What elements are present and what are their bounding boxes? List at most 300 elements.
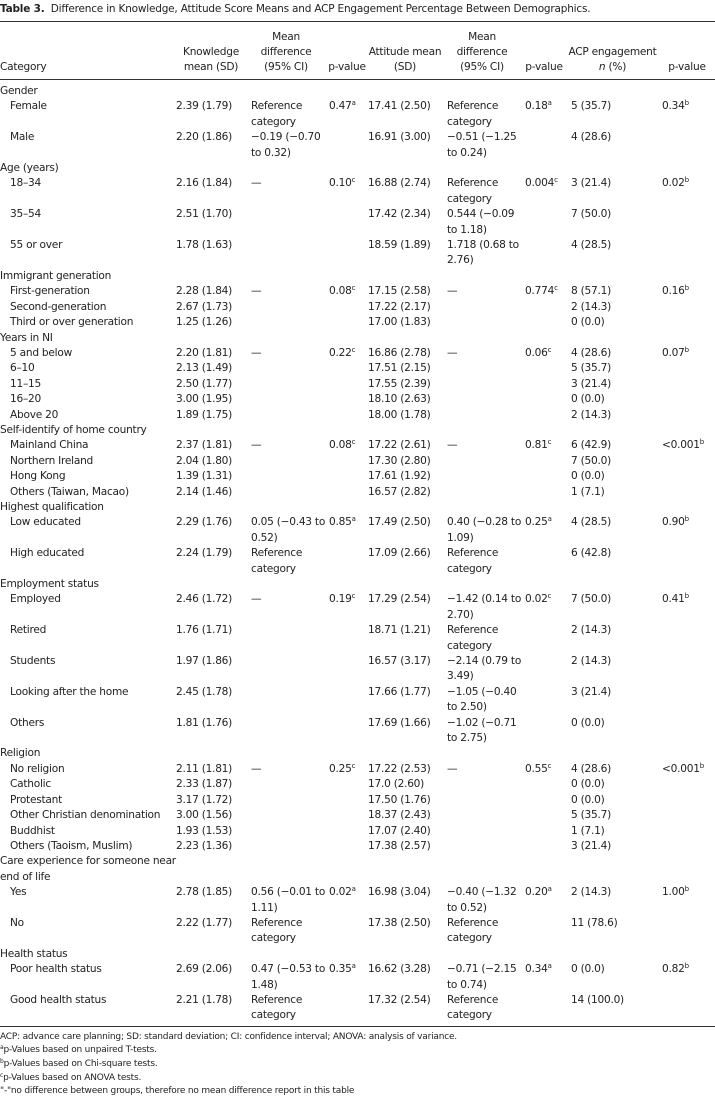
knowledge-mean-value: 2.11 (1.81) xyxy=(176,762,233,775)
attitude-mean-diff-value: 0.40 (−0.28 to 1.09) xyxy=(447,516,522,544)
knowledge-mean-cell xyxy=(176,176,246,207)
group-label: Employment status xyxy=(0,578,99,590)
footnote-a xyxy=(0,1044,715,1058)
empty-cell xyxy=(442,423,522,438)
category-cell xyxy=(0,808,176,823)
category-cell xyxy=(0,176,176,207)
footnote-mark: c xyxy=(0,1071,4,1079)
knowledge-p-cell xyxy=(326,839,368,854)
knowledge-mean-value: 1.76 (1.71) xyxy=(176,624,233,637)
knowledge-mean-diff-cell xyxy=(246,762,326,777)
attitude-mean-cell xyxy=(368,793,442,808)
acp-engagement-cell xyxy=(566,592,659,623)
category-value: Others (Taoism, Muslim) xyxy=(10,839,133,852)
attitude-mean-cell xyxy=(368,300,442,315)
knowledge-mean-cell xyxy=(176,623,246,654)
acp-p-cell xyxy=(659,454,715,469)
attitude-mean-cell xyxy=(368,762,442,777)
table-row xyxy=(0,377,715,392)
empty-cell xyxy=(176,331,246,346)
knowledge-p-value: 0.08 xyxy=(329,285,352,298)
table-row xyxy=(0,623,715,654)
knowledge-mean-diff-cell xyxy=(246,808,326,823)
empty-cell xyxy=(442,500,522,515)
acp-p-cell xyxy=(659,839,715,854)
empty-cell xyxy=(659,331,715,346)
group-label: Religion xyxy=(0,747,41,760)
acp-engagement-cell xyxy=(566,207,659,238)
attitude-p-cell xyxy=(522,315,566,330)
empty-cell xyxy=(442,161,522,176)
attitude-mean-diff-cell xyxy=(442,716,522,747)
footnote-marker: a xyxy=(351,885,356,894)
acp-p-cell xyxy=(659,515,715,546)
table-row xyxy=(0,300,715,315)
attitude-mean-diff-cell xyxy=(442,993,522,1026)
attitude-mean-value: 17.42 (2.34) xyxy=(368,208,431,221)
category-cell xyxy=(0,592,176,623)
table-row xyxy=(0,438,715,453)
knowledge-mean-value: 1.39 (1.31) xyxy=(176,470,233,483)
acp-engagement-value: 0 (0.0) xyxy=(571,716,605,729)
empty-cell xyxy=(522,423,566,438)
knowledge-mean-diff-value: Reference category xyxy=(251,547,303,575)
acp-p-cell xyxy=(659,238,715,269)
knowledge-p-cell xyxy=(326,377,368,392)
knowledge-p-cell xyxy=(326,762,368,777)
attitude-mean-diff-value: Reference category xyxy=(447,993,499,1022)
footnote-text: p-Values based on ANOVA tests. xyxy=(3,1072,142,1083)
footnote-abbreviations: ACP: advance care planning; SD: standard deviation; CI: confidence interval; ANOVA: analysis of variance. xyxy=(0,1031,457,1042)
group-label: Immigrant generation xyxy=(0,269,112,282)
knowledge-p-cell xyxy=(326,284,368,299)
knowledge-p-cell xyxy=(326,916,368,947)
attitude-mean-cell xyxy=(368,392,442,407)
attitude-mean-cell xyxy=(368,808,442,823)
knowledge-mean-value: 2.28 (1.84) xyxy=(176,285,233,298)
acp-engagement-value: 6 (42.8) xyxy=(571,547,611,560)
footnote-marker: c xyxy=(547,438,552,447)
results-table xyxy=(0,21,715,1027)
knowledge-mean-value: 2.20 (1.86) xyxy=(176,131,233,144)
attitude-mean-cell xyxy=(368,284,442,299)
category-value: Low educated xyxy=(10,516,81,529)
knowledge-mean-diff-value: 0.56 (−0.01 to 1.11) xyxy=(251,886,326,914)
acp-engagement-value: 1 (7.1) xyxy=(571,824,605,837)
attitude-p-value: 0.20 xyxy=(525,886,548,899)
knowledge-mean-cell xyxy=(176,485,246,500)
attitude-p-cell xyxy=(522,793,566,808)
attitude-mean-cell xyxy=(368,654,442,685)
acp-engagement-value: 5 (35.7) xyxy=(571,809,611,822)
acp-engagement-cell xyxy=(566,99,659,130)
knowledge-mean-cell xyxy=(176,716,246,747)
category-cell xyxy=(0,392,176,407)
knowledge-p-cell xyxy=(326,130,368,161)
acp-engagement-cell xyxy=(566,361,659,376)
table-label: Table 3. xyxy=(0,3,45,15)
acp-engagement-value: 2 (14.3) xyxy=(571,886,611,899)
attitude-p-value: 0.25 xyxy=(525,516,548,529)
attitude-mean-value: 17.61 (1.92) xyxy=(368,470,431,483)
category-value: Catholic xyxy=(10,778,51,791)
attitude-mean-cell xyxy=(368,315,442,330)
knowledge-mean-cell xyxy=(176,300,246,315)
acp-engagement-value: 7 (50.0) xyxy=(571,454,611,467)
knowledge-mean-value: 2.69 (2.06) xyxy=(176,963,233,976)
attitude-mean-diff-cell xyxy=(442,762,522,777)
acp-engagement-cell xyxy=(566,962,659,993)
attitude-mean-value: 16.57 (2.82) xyxy=(368,485,431,498)
attitude-mean-diff-cell xyxy=(442,361,522,376)
acp-engagement-cell xyxy=(566,238,659,269)
group-label: Years in NI xyxy=(0,331,53,344)
table-row xyxy=(0,839,715,854)
knowledge-mean-value: 2.16 (1.84) xyxy=(176,177,233,190)
attitude-mean-diff-cell xyxy=(442,808,522,823)
knowledge-mean-diff-cell xyxy=(246,284,326,299)
attitude-mean-cell xyxy=(368,130,442,161)
knowledge-mean-cell xyxy=(176,346,246,361)
footnote-marker: a xyxy=(351,515,356,524)
knowledge-mean-value: 2.33 (1.87) xyxy=(176,778,233,791)
footnote-marker: c xyxy=(351,284,356,293)
acp-engagement-cell xyxy=(566,654,659,685)
acp-p-cell xyxy=(659,777,715,792)
category-value: Yes xyxy=(10,886,27,899)
acp-engagement-cell xyxy=(566,485,659,500)
footnote-marker: b xyxy=(684,176,689,185)
attitude-mean-diff-cell xyxy=(442,592,522,623)
header-category: Category xyxy=(0,61,47,73)
acp-p-cell xyxy=(659,762,715,777)
knowledge-mean-diff-cell xyxy=(246,546,326,577)
knowledge-p-cell xyxy=(326,469,368,484)
table-row xyxy=(0,238,715,269)
category-value: Above 20 xyxy=(10,408,59,421)
attitude-mean-diff-value: −0.51 (−1.25 to 0.24) xyxy=(447,131,517,159)
acp-p-cell xyxy=(659,346,715,361)
footnote-marker: c xyxy=(351,438,356,447)
attitude-mean-diff-cell xyxy=(442,408,522,423)
group-header-row xyxy=(0,161,715,176)
attitude-p-cell xyxy=(522,808,566,823)
category-cell xyxy=(0,469,176,484)
acp-engagement-value: 0 (0.0) xyxy=(571,393,605,406)
acp-engagement-value: 6 (42.9) xyxy=(571,439,611,452)
knowledge-mean-cell xyxy=(176,515,246,546)
attitude-mean-value: 17.00 (1.83) xyxy=(368,316,431,329)
attitude-mean-diff-cell xyxy=(442,916,522,947)
knowledge-p-cell xyxy=(326,777,368,792)
attitude-p-value: 0.774 xyxy=(525,285,555,298)
attitude-p-value: 0.34 xyxy=(525,963,548,976)
empty-cell xyxy=(368,161,442,176)
attitude-mean-cell xyxy=(368,592,442,623)
acp-engagement-value: 3 (21.4) xyxy=(571,377,611,390)
attitude-mean-value: 16.98 (3.04) xyxy=(368,886,431,899)
knowledge-mean-diff-cell xyxy=(246,176,326,207)
knowledge-p-value: 0.22 xyxy=(329,346,352,359)
empty-cell xyxy=(246,500,326,515)
knowledge-mean-value: 2.29 (1.76) xyxy=(176,516,233,529)
category-cell xyxy=(0,777,176,792)
table-row xyxy=(0,176,715,207)
category-value: Hong Kong xyxy=(10,470,66,483)
table-body xyxy=(0,80,715,1027)
category-value: No religion xyxy=(10,762,65,775)
category-value: Protestant xyxy=(10,793,63,806)
attitude-mean-diff-value: −1.05 (−0.40 to 2.50) xyxy=(447,685,517,714)
attitude-p-cell xyxy=(522,777,566,792)
empty-cell xyxy=(368,577,442,592)
knowledge-mean-cell xyxy=(176,592,246,623)
table-row xyxy=(0,469,715,484)
attitude-p-cell xyxy=(522,592,566,623)
knowledge-p-cell xyxy=(326,592,368,623)
category-cell xyxy=(0,315,176,330)
table-row xyxy=(0,824,715,839)
table-row xyxy=(0,962,715,993)
acp-engagement-cell xyxy=(566,839,659,854)
attitude-mean-diff-cell xyxy=(442,485,522,500)
knowledge-mean-diff-cell xyxy=(246,592,326,623)
footnote-marker: b xyxy=(684,885,689,894)
group-header-row xyxy=(0,577,715,592)
knowledge-mean-diff-cell xyxy=(246,623,326,654)
knowledge-p-cell xyxy=(326,99,368,130)
footnote-marker: c xyxy=(351,761,356,770)
attitude-p-value: 0.55 xyxy=(525,762,548,775)
attitude-mean-diff-cell xyxy=(442,315,522,330)
empty-cell xyxy=(442,854,522,885)
empty-cell xyxy=(326,500,368,515)
acp-engagement-cell xyxy=(566,685,659,716)
knowledge-mean-value: 1.25 (1.26) xyxy=(176,316,233,329)
acp-p-cell xyxy=(659,623,715,654)
footnote-marker: c xyxy=(351,592,356,601)
category-cell xyxy=(0,916,176,947)
knowledge-mean-diff-cell xyxy=(246,454,326,469)
category-value: Mainland China xyxy=(10,439,89,452)
footnote-marker: a xyxy=(351,99,356,108)
acp-engagement-cell xyxy=(566,623,659,654)
knowledge-mean-value: 3.17 (1.72) xyxy=(176,793,233,806)
empty-cell xyxy=(246,331,326,346)
attitude-mean-cell xyxy=(368,485,442,500)
footnote-marker: b xyxy=(684,345,689,354)
empty-cell xyxy=(522,746,566,761)
table-row xyxy=(0,130,715,161)
category-cell xyxy=(0,546,176,577)
empty-cell xyxy=(176,854,246,885)
knowledge-mean-value: 2.37 (1.81) xyxy=(176,439,233,452)
attitude-mean-diff-value: — xyxy=(447,346,458,359)
empty-cell xyxy=(522,161,566,176)
category-cell xyxy=(0,454,176,469)
attitude-mean-cell xyxy=(368,176,442,207)
knowledge-mean-diff-cell xyxy=(246,916,326,947)
attitude-mean-value: 17.32 (2.54) xyxy=(368,993,431,1006)
acp-engagement-value: 2 (14.3) xyxy=(571,655,611,668)
attitude-mean-value: 17.50 (1.76) xyxy=(368,793,431,806)
knowledge-p-cell xyxy=(326,207,368,238)
table-row xyxy=(0,777,715,792)
acp-engagement-value: 5 (35.7) xyxy=(571,100,611,113)
category-cell xyxy=(0,361,176,376)
empty-cell xyxy=(368,500,442,515)
header-acp-n: n xyxy=(598,61,606,73)
group-header-row xyxy=(0,854,715,885)
attitude-mean-cell xyxy=(368,377,442,392)
empty-cell xyxy=(566,331,659,346)
knowledge-mean-diff-value: — xyxy=(251,346,262,359)
empty-cell xyxy=(442,746,522,761)
acp-engagement-cell xyxy=(566,716,659,747)
attitude-p-cell xyxy=(522,623,566,654)
knowledge-mean-cell xyxy=(176,993,246,1026)
attitude-mean-value: 18.71 (1.21) xyxy=(368,624,431,637)
acp-engagement-cell xyxy=(566,546,659,577)
knowledge-p-cell xyxy=(326,993,368,1026)
category-value: Other Christian denomination xyxy=(10,809,161,822)
empty-cell xyxy=(176,423,246,438)
knowledge-mean-diff-value: — xyxy=(251,439,262,452)
header-acp-p: p-value xyxy=(668,61,706,73)
attitude-mean-value: 17.49 (2.50) xyxy=(368,516,431,529)
attitude-mean-diff-cell xyxy=(442,685,522,716)
acp-engagement-cell xyxy=(566,808,659,823)
knowledge-mean-diff-cell xyxy=(246,962,326,993)
attitude-mean-cell xyxy=(368,623,442,654)
acp-engagement-value: 8 (57.1) xyxy=(571,285,611,298)
knowledge-mean-cell xyxy=(176,392,246,407)
table-row xyxy=(0,916,715,947)
attitude-mean-diff-value: −0.40 (−1.32 to 0.52) xyxy=(447,886,517,914)
table-row xyxy=(0,515,715,546)
knowledge-mean-cell xyxy=(176,408,246,423)
knowledge-mean-diff-value: — xyxy=(251,177,262,190)
category-cell xyxy=(0,839,176,854)
knowledge-mean-cell xyxy=(176,454,246,469)
empty-cell xyxy=(326,269,368,284)
knowledge-p-cell xyxy=(326,885,368,916)
header-attitude-mean-diff: Mean difference (95% CI) xyxy=(456,31,508,73)
knowledge-mean-diff-value: Reference category xyxy=(251,993,303,1022)
empty-cell xyxy=(176,269,246,284)
category-cell xyxy=(0,962,176,993)
knowledge-p-cell xyxy=(326,438,368,453)
knowledge-p-value: 0.08 xyxy=(329,439,352,452)
attitude-p-cell xyxy=(522,361,566,376)
knowledge-mean-diff-cell xyxy=(246,361,326,376)
category-cell xyxy=(0,438,176,453)
acp-p-cell xyxy=(659,284,715,299)
acp-engagement-value: 7 (50.0) xyxy=(571,593,611,606)
knowledge-mean-cell xyxy=(176,238,246,269)
empty-cell xyxy=(566,854,659,885)
empty-cell xyxy=(442,331,522,346)
knowledge-p-cell xyxy=(326,808,368,823)
category-value: Female xyxy=(10,100,47,113)
knowledge-mean-value: 2.50 (1.77) xyxy=(176,377,233,390)
footnote-marker: c xyxy=(554,284,558,293)
empty-cell xyxy=(176,500,246,515)
attitude-mean-cell xyxy=(368,993,442,1026)
table-row xyxy=(0,762,715,777)
empty-cell xyxy=(246,854,326,885)
acp-engagement-cell xyxy=(566,346,659,361)
footnote-marker: b xyxy=(684,284,689,293)
group-header-row xyxy=(0,331,715,346)
empty-cell xyxy=(566,269,659,284)
empty-cell xyxy=(176,80,246,100)
knowledge-mean-cell xyxy=(176,962,246,993)
knowledge-mean-diff-cell xyxy=(246,685,326,716)
attitude-p-cell xyxy=(522,654,566,685)
attitude-mean-diff-cell xyxy=(442,284,522,299)
attitude-mean-diff-cell xyxy=(442,300,522,315)
category-value: Students xyxy=(10,655,56,668)
empty-cell xyxy=(368,331,442,346)
attitude-mean-diff-cell xyxy=(442,469,522,484)
acp-engagement-value: 5 (35.7) xyxy=(571,362,611,375)
footnote-mark: b xyxy=(0,1057,4,1065)
knowledge-p-cell xyxy=(326,408,368,423)
category-cell xyxy=(0,716,176,747)
knowledge-mean-diff-value: — xyxy=(251,593,262,606)
acp-engagement-value: 2 (14.3) xyxy=(571,408,611,421)
acp-p-cell xyxy=(659,207,715,238)
attitude-p-cell xyxy=(522,546,566,577)
knowledge-mean-value: 2.51 (1.70) xyxy=(176,208,233,221)
category-value: 5 and below xyxy=(10,346,72,359)
attitude-mean-value: 17.38 (2.50) xyxy=(368,916,431,929)
knowledge-mean-diff-cell xyxy=(246,377,326,392)
category-cell xyxy=(0,377,176,392)
footnote-marker: a xyxy=(547,885,552,894)
footnote-marker: a xyxy=(547,99,552,108)
knowledge-mean-diff-cell xyxy=(246,885,326,916)
acp-p-value: <0.001 xyxy=(662,762,700,775)
knowledge-mean-cell xyxy=(176,885,246,916)
table-row xyxy=(0,392,715,407)
attitude-mean-diff-value: Reference category xyxy=(447,100,499,128)
attitude-p-cell xyxy=(522,485,566,500)
attitude-p-value: 0.81 xyxy=(525,439,548,452)
knowledge-mean-diff-value: Reference category xyxy=(251,916,303,945)
footnote-marker: a xyxy=(547,515,552,524)
table-row xyxy=(0,207,715,238)
empty-cell xyxy=(176,577,246,592)
knowledge-p-value: 0.10 xyxy=(329,177,352,190)
empty-cell xyxy=(522,947,566,962)
knowledge-mean-diff-cell xyxy=(246,408,326,423)
header-acp-pct: (%) xyxy=(605,61,627,73)
knowledge-p-cell xyxy=(326,315,368,330)
acp-p-cell xyxy=(659,808,715,823)
table-row xyxy=(0,361,715,376)
empty-cell xyxy=(176,161,246,176)
acp-engagement-value: 3 (21.4) xyxy=(571,839,611,852)
attitude-mean-diff-cell xyxy=(442,777,522,792)
table-row xyxy=(0,654,715,685)
empty-cell xyxy=(659,746,715,761)
footnote-marker: b xyxy=(684,592,689,601)
knowledge-mean-cell xyxy=(176,99,246,130)
knowledge-mean-value: 1.81 (1.76) xyxy=(176,716,233,729)
attitude-p-cell xyxy=(522,993,566,1026)
